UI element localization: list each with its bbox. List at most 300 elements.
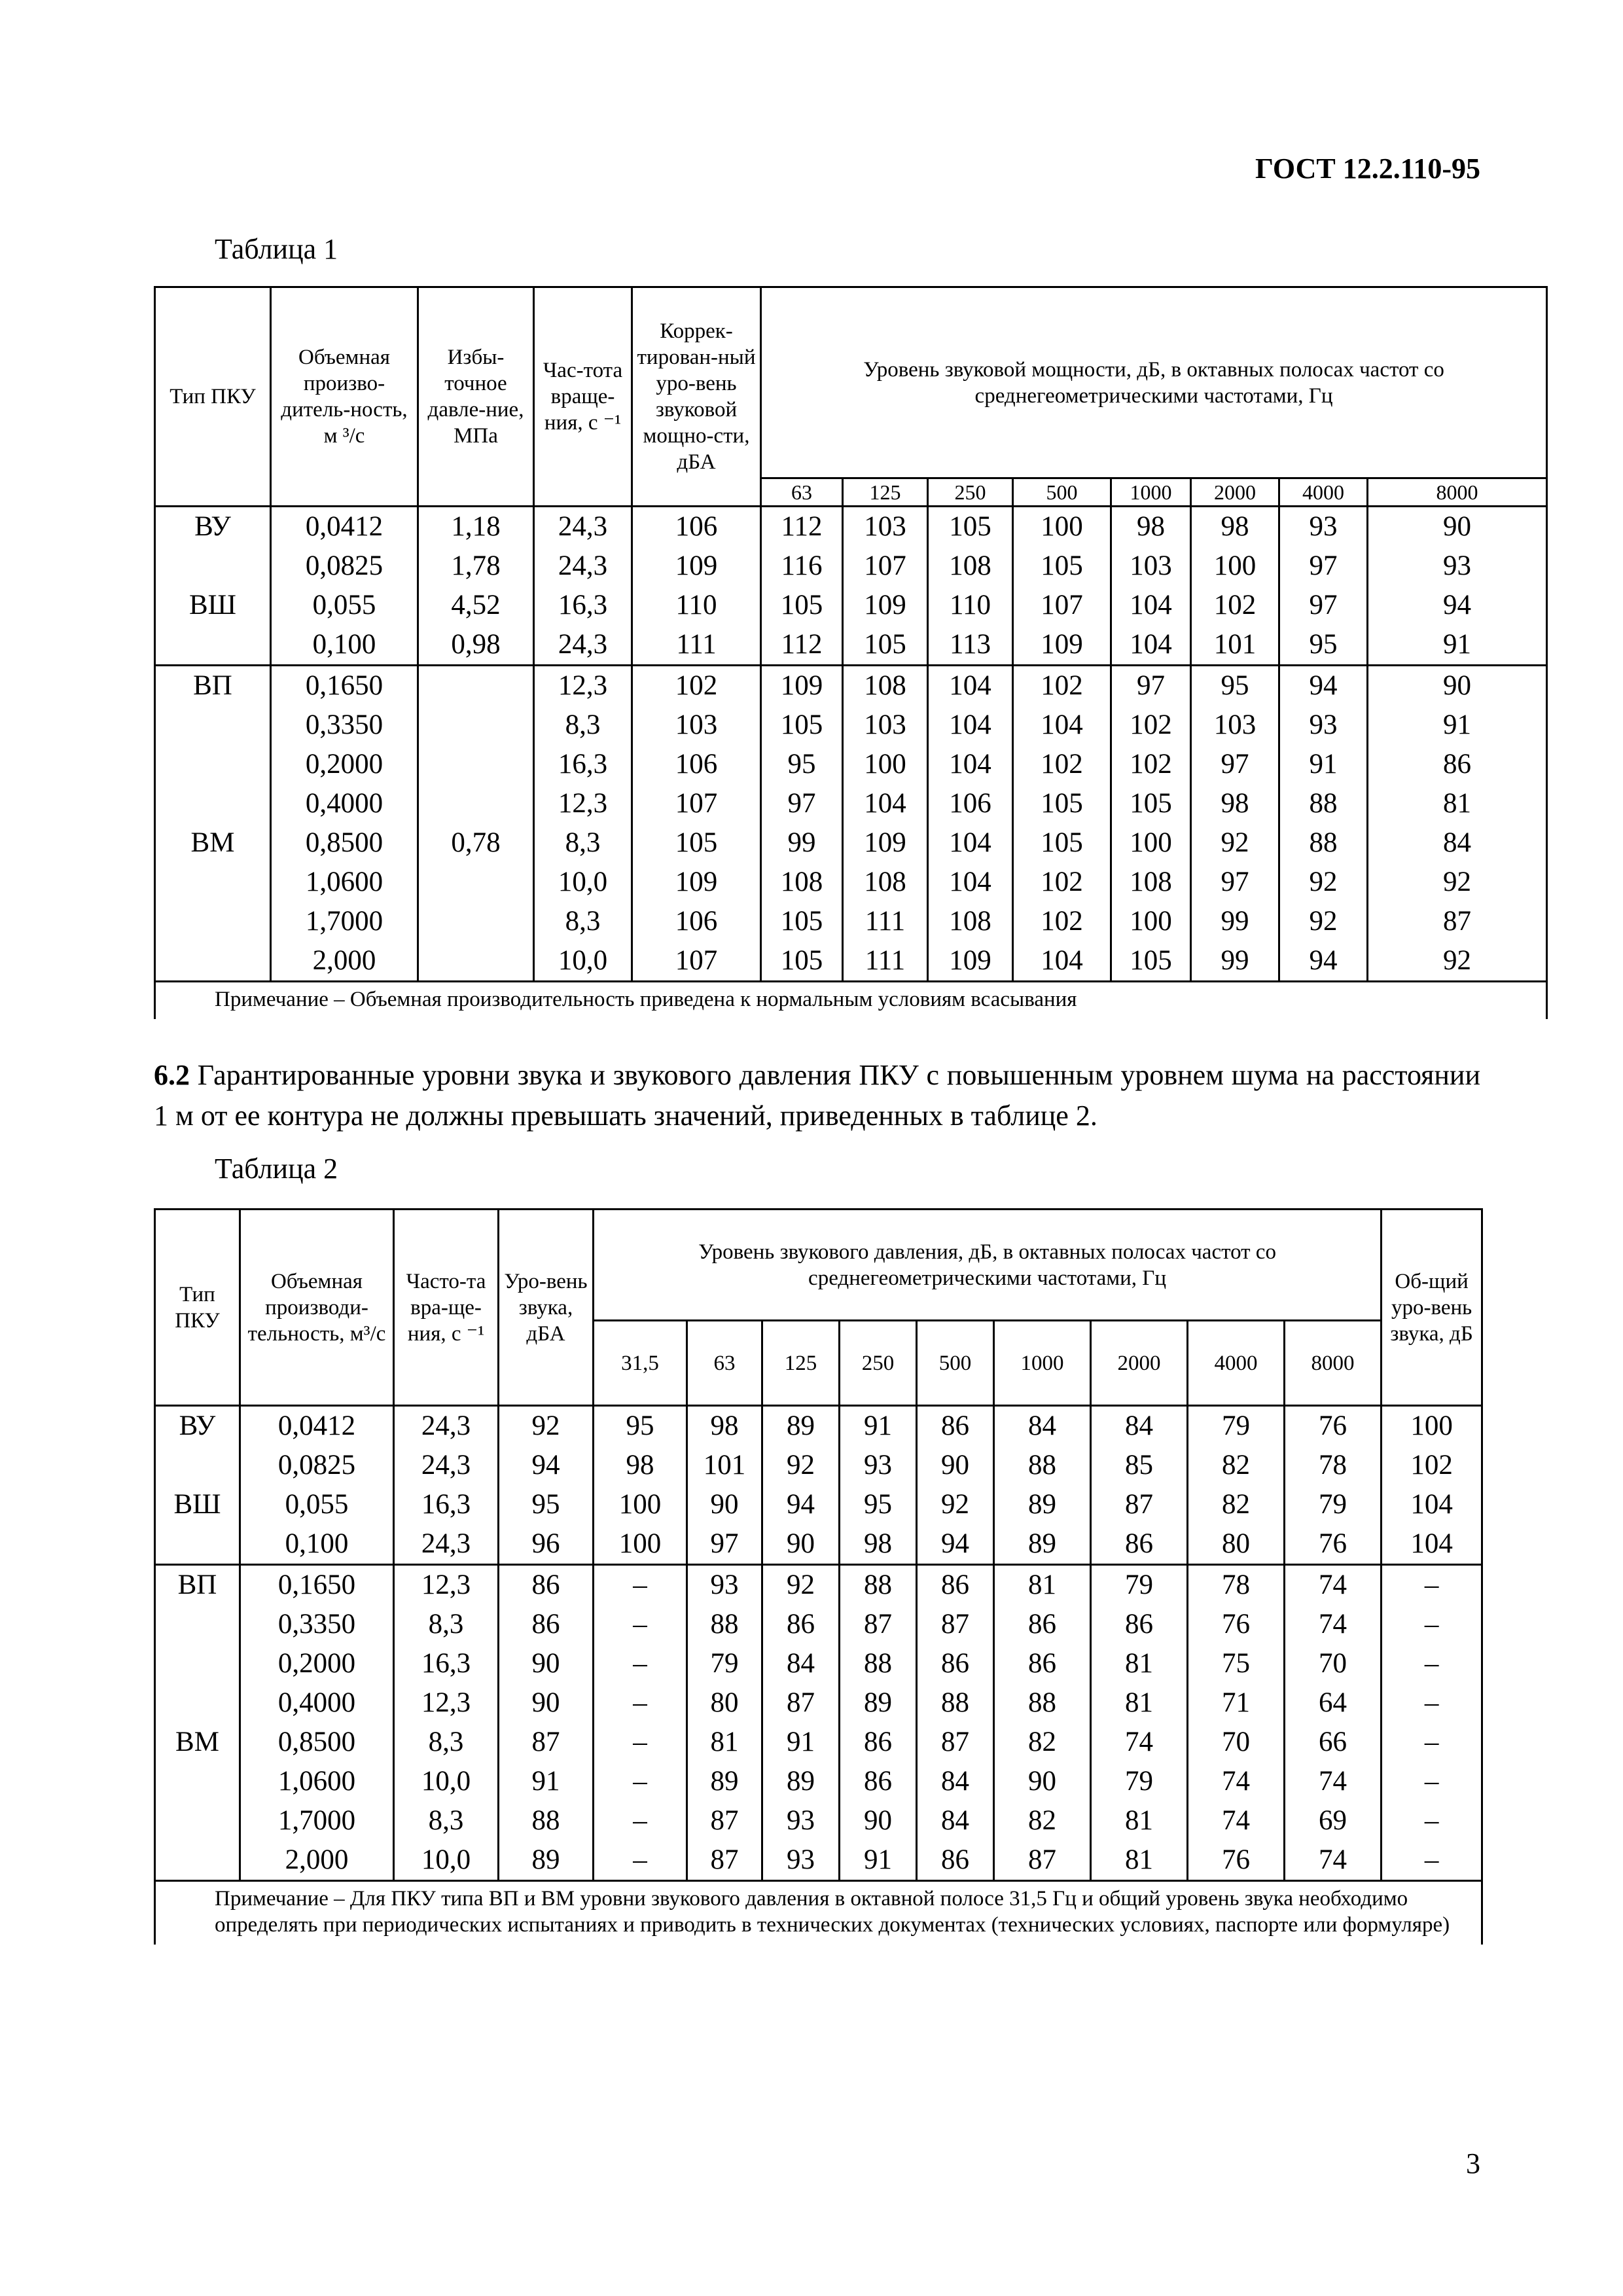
octave-cell: 105 bbox=[761, 941, 843, 982]
pressure-cell: 0,78 bbox=[418, 823, 534, 863]
octave-cell: 86 bbox=[917, 1565, 994, 1605]
frequency-header: 4000 bbox=[1188, 1321, 1285, 1406]
octave-cell: 88 bbox=[994, 1446, 1091, 1485]
octave-cell: 107 bbox=[1013, 586, 1111, 625]
octave-cell: 102 bbox=[1191, 586, 1279, 625]
type-cell bbox=[155, 1644, 240, 1683]
sound-level-cell: 102 bbox=[632, 666, 761, 706]
flow-cell: 0,1650 bbox=[240, 1565, 394, 1605]
flow-cell: 0,055 bbox=[271, 586, 418, 625]
octave-cell: 76 bbox=[1188, 1605, 1285, 1644]
octave-cell: 105 bbox=[761, 706, 843, 745]
sound-level-cell: 86 bbox=[499, 1565, 594, 1605]
table-row bbox=[155, 625, 1547, 666]
flow-cell: 0,1650 bbox=[271, 666, 418, 706]
frequency-header: 8000 bbox=[1368, 478, 1547, 507]
octave-cell: 76 bbox=[1285, 1524, 1382, 1565]
octave-cell: 92 bbox=[1368, 941, 1547, 982]
total-level-cell: – bbox=[1382, 1723, 1482, 1762]
octave-cell: 74 bbox=[1091, 1723, 1188, 1762]
octave-cell: 87 bbox=[762, 1683, 840, 1723]
frequency-header: 2000 bbox=[1091, 1321, 1188, 1406]
octave-cell: 97 bbox=[1191, 745, 1279, 784]
frequency-header: 2000 bbox=[1191, 478, 1279, 507]
octave-cell: 108 bbox=[843, 863, 928, 902]
sound-level-cell: 94 bbox=[499, 1446, 594, 1485]
octave-cell: 86 bbox=[1091, 1524, 1188, 1565]
octave-cell: 97 bbox=[687, 1524, 762, 1565]
sound-level-cell: 106 bbox=[632, 902, 761, 941]
octave-cell: 89 bbox=[762, 1762, 840, 1801]
rotation-cell: 24,3 bbox=[534, 547, 632, 586]
octave-cell: 110 bbox=[928, 586, 1013, 625]
rotation-cell: 12,3 bbox=[534, 784, 632, 823]
octave-cell: 109 bbox=[843, 586, 928, 625]
octave-cell: 101 bbox=[687, 1446, 762, 1485]
pressure-cell bbox=[418, 666, 534, 706]
octave-cell: 94 bbox=[762, 1485, 840, 1524]
pressure-cell: 4,52 bbox=[418, 586, 534, 625]
octave-cell: 86 bbox=[762, 1605, 840, 1644]
rotation-cell: 8,3 bbox=[394, 1723, 499, 1762]
octave-cell: 92 bbox=[762, 1446, 840, 1485]
octave-cell: 80 bbox=[1188, 1524, 1285, 1565]
octave-cell: 97 bbox=[761, 784, 843, 823]
rotation-cell: 12,3 bbox=[394, 1683, 499, 1723]
octave-cell: 104 bbox=[1111, 625, 1191, 666]
octave-cell: 103 bbox=[843, 507, 928, 547]
type-cell bbox=[155, 1524, 240, 1565]
octave-cell: 86 bbox=[917, 1840, 994, 1881]
octave-cell: 86 bbox=[1368, 745, 1547, 784]
octave-cell: 87 bbox=[687, 1840, 762, 1881]
octave-cell: 74 bbox=[1285, 1605, 1382, 1644]
octave-cell: 105 bbox=[1013, 547, 1111, 586]
octave-cell: 87 bbox=[1091, 1485, 1188, 1524]
octave-cell: 102 bbox=[1013, 745, 1111, 784]
octave-cell: 99 bbox=[1191, 902, 1279, 941]
frequency-header: 1000 bbox=[994, 1321, 1091, 1406]
sound-level-cell: 106 bbox=[632, 745, 761, 784]
octave-cell: 92 bbox=[1279, 902, 1368, 941]
octave-cell: 81 bbox=[994, 1565, 1091, 1605]
type-cell bbox=[155, 1446, 240, 1485]
octave-cell: – bbox=[594, 1723, 687, 1762]
octave-cell: 81 bbox=[1368, 784, 1547, 823]
octave-cell: 113 bbox=[928, 625, 1013, 666]
sound-level-cell: 107 bbox=[632, 941, 761, 982]
octave-cell: 104 bbox=[928, 863, 1013, 902]
type-cell: ВШ bbox=[155, 1485, 240, 1524]
octave-cell: 82 bbox=[994, 1801, 1091, 1840]
octave-cell: 94 bbox=[1279, 941, 1368, 982]
octave-cell: 104 bbox=[928, 666, 1013, 706]
total-level-cell: – bbox=[1382, 1801, 1482, 1840]
octave-cell: 116 bbox=[761, 547, 843, 586]
octave-cell: 101 bbox=[1191, 625, 1279, 666]
frequency-header: 250 bbox=[928, 478, 1013, 507]
octave-cell: 94 bbox=[917, 1524, 994, 1565]
octave-cell: 100 bbox=[594, 1485, 687, 1524]
octave-cell: 109 bbox=[1013, 625, 1111, 666]
flow-cell: 0,8500 bbox=[240, 1723, 394, 1762]
flow-cell: 2,000 bbox=[240, 1840, 394, 1881]
octave-cell: 94 bbox=[1368, 586, 1547, 625]
type-cell bbox=[155, 902, 271, 941]
octave-cell: 81 bbox=[1091, 1644, 1188, 1683]
octave-cell: 103 bbox=[843, 706, 928, 745]
table-row bbox=[155, 547, 1547, 586]
octave-cell: 108 bbox=[843, 666, 928, 706]
flow-cell: 0,0412 bbox=[271, 507, 418, 547]
octave-cell: 100 bbox=[1191, 547, 1279, 586]
octave-cell: 91 bbox=[1368, 625, 1547, 666]
octave-cell: 76 bbox=[1285, 1406, 1382, 1446]
rotation-cell: 8,3 bbox=[394, 1801, 499, 1840]
octave-cell: 100 bbox=[1111, 823, 1191, 863]
type-cell: ВМ bbox=[155, 823, 271, 863]
octave-cell: 94 bbox=[1279, 666, 1368, 706]
total-level-cell: – bbox=[1382, 1840, 1482, 1881]
octave-cell: 78 bbox=[1188, 1565, 1285, 1605]
octave-cell: 98 bbox=[687, 1406, 762, 1446]
octave-cell: 111 bbox=[843, 902, 928, 941]
type-cell bbox=[155, 863, 271, 902]
octave-cell: 85 bbox=[1091, 1446, 1188, 1485]
octave-cell: 79 bbox=[1188, 1406, 1285, 1446]
octave-cell: 105 bbox=[1111, 941, 1191, 982]
table-row bbox=[155, 1644, 1482, 1683]
octave-cell: 109 bbox=[928, 941, 1013, 982]
octave-cell: 102 bbox=[1111, 745, 1191, 784]
t1-col-octave: Уровень звуковой мощности, дБ, в октавных полосах частот со среднегеометрическими частотами, Гц bbox=[761, 287, 1547, 478]
octave-cell: 92 bbox=[762, 1565, 840, 1605]
octave-cell: 74 bbox=[1188, 1762, 1285, 1801]
sound-level-cell: 105 bbox=[632, 823, 761, 863]
octave-cell: – bbox=[594, 1801, 687, 1840]
total-level-cell: – bbox=[1382, 1683, 1482, 1723]
type-cell bbox=[155, 1683, 240, 1723]
octave-cell: 79 bbox=[687, 1644, 762, 1683]
octave-cell: 102 bbox=[1111, 706, 1191, 745]
octave-cell: 95 bbox=[761, 745, 843, 784]
octave-cell: 88 bbox=[687, 1605, 762, 1644]
table-row bbox=[155, 823, 1547, 863]
octave-cell: 95 bbox=[1279, 625, 1368, 666]
octave-cell: 86 bbox=[994, 1644, 1091, 1683]
total-level-cell: 102 bbox=[1382, 1446, 1482, 1485]
frequency-header: 4000 bbox=[1279, 478, 1368, 507]
sound-level-cell: 89 bbox=[499, 1840, 594, 1881]
octave-cell: 87 bbox=[840, 1605, 917, 1644]
octave-cell: 74 bbox=[1188, 1801, 1285, 1840]
type-cell bbox=[155, 1840, 240, 1881]
pressure-cell bbox=[418, 902, 534, 941]
sound-level-cell: 88 bbox=[499, 1801, 594, 1840]
rotation-cell: 16,3 bbox=[534, 586, 632, 625]
octave-cell: 90 bbox=[687, 1485, 762, 1524]
pressure-cell bbox=[418, 863, 534, 902]
octave-cell: 92 bbox=[917, 1485, 994, 1524]
frequency-header: 250 bbox=[840, 1321, 917, 1406]
octave-cell: 80 bbox=[687, 1683, 762, 1723]
rotation-cell: 16,3 bbox=[394, 1644, 499, 1683]
octave-cell: 75 bbox=[1188, 1644, 1285, 1683]
t1-col-level: Коррек-тирован-ный уро-вень звуковой мощно-сти, дБА bbox=[632, 287, 761, 507]
table-row bbox=[155, 1801, 1482, 1840]
flow-cell: 1,0600 bbox=[271, 863, 418, 902]
octave-cell: 89 bbox=[994, 1485, 1091, 1524]
octave-cell: 78 bbox=[1285, 1446, 1382, 1485]
type-cell bbox=[155, 941, 271, 982]
type-cell bbox=[155, 1605, 240, 1644]
octave-cell: 87 bbox=[917, 1605, 994, 1644]
pressure-cell bbox=[418, 706, 534, 745]
octave-cell: 105 bbox=[1013, 784, 1111, 823]
octave-cell: 102 bbox=[1013, 666, 1111, 706]
flow-cell: 0,8500 bbox=[271, 823, 418, 863]
flow-cell: 0,055 bbox=[240, 1485, 394, 1524]
rotation-cell: 24,3 bbox=[394, 1524, 499, 1565]
octave-cell: 92 bbox=[1279, 863, 1368, 902]
sound-level-cell: 109 bbox=[632, 547, 761, 586]
octave-cell: 108 bbox=[928, 902, 1013, 941]
octave-cell: 86 bbox=[1091, 1605, 1188, 1644]
type-cell bbox=[155, 547, 271, 586]
octave-cell: 86 bbox=[840, 1762, 917, 1801]
octave-cell: 95 bbox=[1191, 666, 1279, 706]
type-cell bbox=[155, 745, 271, 784]
t2-col-total: Об-щий уро-вень звука, дБ bbox=[1382, 1210, 1482, 1406]
octave-cell: 91 bbox=[840, 1406, 917, 1446]
octave-cell: 90 bbox=[1368, 666, 1547, 706]
octave-cell: 91 bbox=[1279, 745, 1368, 784]
octave-cell: 89 bbox=[687, 1762, 762, 1801]
octave-cell: 100 bbox=[594, 1524, 687, 1565]
t2-note: Примечание – Для ПКУ типа ВП и ВМ уровни звукового давления в октавной полосе 31,5 Гц и общий уровень звука необходимо определять при периодических испытаниях и приводить в технических документах (технических условиях, паспорте или формуляре) bbox=[155, 1881, 1482, 1945]
type-cell: ВУ bbox=[155, 1406, 240, 1446]
sound-level-cell: 106 bbox=[632, 507, 761, 547]
type-cell bbox=[155, 784, 271, 823]
octave-cell: 98 bbox=[1191, 784, 1279, 823]
t2-col-flow: Объемная производи-тельность, м³/с bbox=[240, 1210, 394, 1406]
octave-cell: 100 bbox=[1111, 902, 1191, 941]
total-level-cell: 104 bbox=[1382, 1485, 1482, 1524]
octave-cell: 93 bbox=[687, 1565, 762, 1605]
octave-cell: 95 bbox=[594, 1406, 687, 1446]
octave-cell: 88 bbox=[994, 1683, 1091, 1723]
rotation-cell: 24,3 bbox=[534, 625, 632, 666]
table-row bbox=[155, 1605, 1482, 1644]
octave-cell: 89 bbox=[994, 1524, 1091, 1565]
frequency-header: 63 bbox=[687, 1321, 762, 1406]
table-row bbox=[155, 745, 1547, 784]
table2-caption: Таблица 2 bbox=[215, 1153, 338, 1185]
total-level-cell: – bbox=[1382, 1644, 1482, 1683]
flow-cell: 2,000 bbox=[271, 941, 418, 982]
table-row bbox=[155, 1683, 1482, 1723]
octave-cell: 87 bbox=[917, 1723, 994, 1762]
table-row bbox=[155, 586, 1547, 625]
octave-cell: 97 bbox=[1111, 666, 1191, 706]
octave-cell: 105 bbox=[928, 507, 1013, 547]
table1 bbox=[154, 286, 1548, 1019]
rotation-cell: 16,3 bbox=[534, 745, 632, 784]
flow-cell: 1,7000 bbox=[271, 902, 418, 941]
octave-cell: 108 bbox=[928, 547, 1013, 586]
octave-cell: 87 bbox=[994, 1840, 1091, 1881]
octave-cell: 98 bbox=[840, 1524, 917, 1565]
pressure-cell bbox=[418, 745, 534, 784]
octave-cell: – bbox=[594, 1762, 687, 1801]
octave-cell: 104 bbox=[843, 784, 928, 823]
octave-cell: 104 bbox=[1111, 586, 1191, 625]
sound-level-cell: 92 bbox=[499, 1406, 594, 1446]
octave-cell: 74 bbox=[1285, 1840, 1382, 1881]
frequency-header: 500 bbox=[917, 1321, 994, 1406]
octave-cell: – bbox=[594, 1683, 687, 1723]
octave-cell: 109 bbox=[761, 666, 843, 706]
octave-cell: 84 bbox=[762, 1644, 840, 1683]
octave-cell: 81 bbox=[1091, 1801, 1188, 1840]
octave-cell: 93 bbox=[1279, 507, 1368, 547]
octave-cell: 81 bbox=[1091, 1683, 1188, 1723]
flow-cell: 0,0825 bbox=[271, 547, 418, 586]
rotation-cell: 10,0 bbox=[534, 941, 632, 982]
octave-cell: 87 bbox=[687, 1801, 762, 1840]
octave-cell: 88 bbox=[840, 1565, 917, 1605]
octave-cell: 93 bbox=[1279, 706, 1368, 745]
sound-level-cell: 95 bbox=[499, 1485, 594, 1524]
octave-cell: – bbox=[594, 1644, 687, 1683]
octave-cell: – bbox=[594, 1605, 687, 1644]
rotation-cell: 12,3 bbox=[534, 666, 632, 706]
type-cell bbox=[155, 625, 271, 666]
sound-level-cell: 96 bbox=[499, 1524, 594, 1565]
flow-cell: 0,0412 bbox=[240, 1406, 394, 1446]
octave-cell: 103 bbox=[1191, 706, 1279, 745]
octave-cell: 97 bbox=[1191, 863, 1279, 902]
octave-cell: 91 bbox=[840, 1840, 917, 1881]
octave-cell: 64 bbox=[1285, 1683, 1382, 1723]
t1-note: Примечание – Объемная производительность приведена к нормальным условиям всасывания bbox=[155, 982, 1547, 1020]
rotation-cell: 24,3 bbox=[534, 507, 632, 547]
octave-cell: 89 bbox=[762, 1406, 840, 1446]
t2-col-level: Уро-вень звука, дБА bbox=[499, 1210, 594, 1406]
octave-cell: 82 bbox=[994, 1723, 1091, 1762]
sound-level-cell: 86 bbox=[499, 1605, 594, 1644]
t2-col-octave: Уровень звукового давления, дБ, в октавных полосах частот со среднегеометрическими частотами, Гц bbox=[594, 1210, 1382, 1321]
octave-cell: 100 bbox=[843, 745, 928, 784]
octave-cell: 79 bbox=[1091, 1565, 1188, 1605]
type-cell: ВШ bbox=[155, 586, 271, 625]
octave-cell: 93 bbox=[840, 1446, 917, 1485]
total-level-cell: 104 bbox=[1382, 1524, 1482, 1565]
rotation-cell: 10,0 bbox=[394, 1840, 499, 1881]
table-row bbox=[155, 1565, 1482, 1605]
octave-cell: 79 bbox=[1285, 1485, 1382, 1524]
t2-col-freq: Часто-та вра-ще-ния, с ⁻¹ bbox=[394, 1210, 499, 1406]
octave-cell: 90 bbox=[840, 1801, 917, 1840]
frequency-header: 8000 bbox=[1285, 1321, 1382, 1406]
table-row bbox=[155, 1723, 1482, 1762]
octave-cell: 97 bbox=[1279, 547, 1368, 586]
type-cell: ВМ bbox=[155, 1723, 240, 1762]
document-header: ГОСТ 12.2.110-95 bbox=[1255, 152, 1480, 185]
total-level-cell: 100 bbox=[1382, 1406, 1482, 1446]
table-row bbox=[155, 941, 1547, 982]
flow-cell: 0,100 bbox=[271, 625, 418, 666]
octave-cell: 93 bbox=[1368, 547, 1547, 586]
table-row bbox=[155, 1406, 1482, 1446]
pressure-cell: 1,78 bbox=[418, 547, 534, 586]
octave-cell: 84 bbox=[1091, 1406, 1188, 1446]
octave-cell: 70 bbox=[1188, 1723, 1285, 1762]
octave-cell: 103 bbox=[1111, 547, 1191, 586]
octave-cell: 84 bbox=[917, 1801, 994, 1840]
sound-level-cell: 91 bbox=[499, 1762, 594, 1801]
octave-cell: 71 bbox=[1188, 1683, 1285, 1723]
octave-cell: 76 bbox=[1188, 1840, 1285, 1881]
flow-cell: 0,4000 bbox=[271, 784, 418, 823]
octave-cell: 74 bbox=[1285, 1565, 1382, 1605]
sound-level-cell: 110 bbox=[632, 586, 761, 625]
octave-cell: 91 bbox=[1368, 706, 1547, 745]
octave-cell: 84 bbox=[917, 1762, 994, 1801]
octave-cell: 105 bbox=[1111, 784, 1191, 823]
frequency-header: 63 bbox=[761, 478, 843, 507]
rotation-cell: 8,3 bbox=[394, 1605, 499, 1644]
type-cell: ВП bbox=[155, 1565, 240, 1605]
pressure-cell bbox=[418, 941, 534, 982]
table-row bbox=[155, 666, 1547, 706]
octave-cell: 111 bbox=[843, 941, 928, 982]
table-row bbox=[155, 1485, 1482, 1524]
pressure-cell bbox=[418, 784, 534, 823]
octave-cell: 93 bbox=[762, 1801, 840, 1840]
octave-cell: 84 bbox=[994, 1406, 1091, 1446]
octave-cell: 84 bbox=[1368, 823, 1547, 863]
table-row bbox=[155, 1840, 1482, 1881]
octave-cell: 112 bbox=[761, 625, 843, 666]
octave-cell: 88 bbox=[1279, 784, 1368, 823]
octave-cell: 88 bbox=[840, 1644, 917, 1683]
octave-cell: – bbox=[594, 1840, 687, 1881]
octave-cell: 90 bbox=[994, 1762, 1091, 1801]
sound-level-cell: 109 bbox=[632, 863, 761, 902]
flow-cell: 0,2000 bbox=[240, 1644, 394, 1683]
octave-cell: 106 bbox=[928, 784, 1013, 823]
type-cell: ВП bbox=[155, 666, 271, 706]
octave-cell: 104 bbox=[928, 823, 1013, 863]
type-cell bbox=[155, 1762, 240, 1801]
rotation-cell: 12,3 bbox=[394, 1565, 499, 1605]
octave-cell: 91 bbox=[762, 1723, 840, 1762]
table-row bbox=[155, 1446, 1482, 1485]
octave-cell: 104 bbox=[928, 706, 1013, 745]
table-row bbox=[155, 507, 1547, 547]
octave-cell: 92 bbox=[1191, 823, 1279, 863]
t1-col-freq: Час-тота враще-ния, с ⁻¹ bbox=[534, 287, 632, 507]
octave-cell: 89 bbox=[840, 1683, 917, 1723]
flow-cell: 1,0600 bbox=[240, 1762, 394, 1801]
sound-level-cell: 111 bbox=[632, 625, 761, 666]
flow-cell: 0,3350 bbox=[240, 1605, 394, 1644]
octave-cell: 104 bbox=[928, 745, 1013, 784]
sound-level-cell: 90 bbox=[499, 1683, 594, 1723]
total-level-cell: – bbox=[1382, 1762, 1482, 1801]
table-row bbox=[155, 1762, 1482, 1801]
